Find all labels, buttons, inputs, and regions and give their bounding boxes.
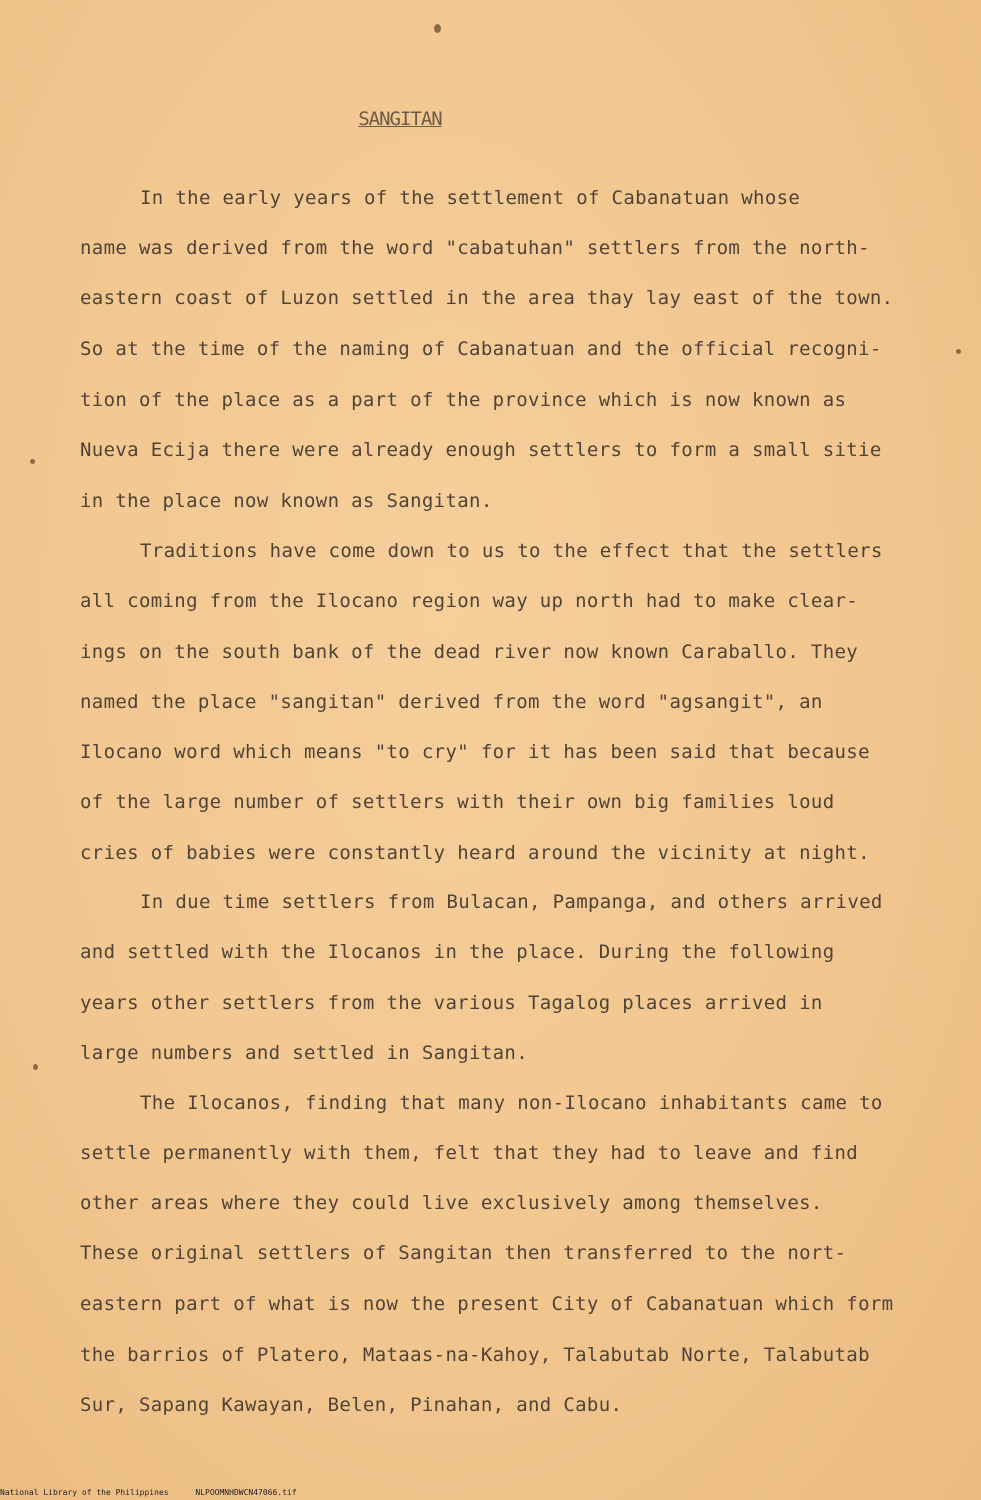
footer-library: National Library of the Philippines [0,1488,169,1497]
paragraph-1-line: eastern coast of Luzon settled in the area thay lay east of the town. [80,287,894,309]
paragraph-2-line: named the place "sangitan" derived from the word "agsangit", an [80,691,823,713]
paragraph-1-line: In the early years of the settlement of Cabanatuan whose [140,187,801,209]
paragraph-3-line: and settled with the Ilocanos in the place. During the following [80,941,835,963]
paragraph-2-line: all coming from the Ilocano region way up north had to make clear- [80,590,859,612]
paragraph-3-line: years other settlers from the various Tagalog places arrived in [80,992,823,1014]
paragraph-2-line: of the large number of settlers with their own big families loud [80,791,835,813]
paragraph-2-line: Ilocano word which means "to cry" for it has been said that because [80,741,870,763]
paper-speck [956,349,961,354]
paragraph-3-line: In due time settlers from Bulacan, Pampanga, and others arrived [140,891,883,913]
paragraph-1-line: Nueva Ecija there were already enough settlers to form a small sitie [80,439,882,461]
paragraph-2-line: Traditions have come down to us to the effect that the settlers [140,540,883,562]
paragraph-4-line: The Ilocanos, finding that many non-Ilocano inhabitants came to [140,1092,883,1114]
paragraph-2-line: cries of babies were constantly heard around the vicinity at night. [80,842,870,864]
paragraph-4-line: eastern part of what is now the present City of Cabanatuan which form [80,1293,894,1315]
page-title: SANGITAN [358,108,442,130]
scan-footer [0,1488,319,1497]
paragraph-1-line: tion of the place as a part of the province which is now known as [80,389,847,411]
paragraph-4-line: settle permanently with them, felt that they had to leave and find [80,1142,859,1164]
paragraph-1-line: in the place now known as Sangitan. [80,490,493,512]
paper-speck [30,459,35,464]
paragraph-4-line: the barrios of Platero, Mataas-na-Kahoy, Talabutab Norte, Talabutab [80,1344,870,1366]
footer-filename: NLPOOMNHDWCN47066.tif [195,1488,297,1497]
paragraph-3-line: large numbers and settled in Sangitan. [80,1042,528,1064]
paragraph-4-line: These original settlers of Sangitan then transferred to the nort- [80,1242,847,1264]
paragraph-4-line: other areas where they could live exclusively among themselves. [80,1192,823,1214]
paper-speck [33,1064,38,1070]
paragraph-2-line: ings on the south bank of the dead river now known Caraballo. They [80,641,859,663]
paragraph-4-line: Sur, Sapang Kawayan, Belen, Pinahan, and Cabu. [80,1394,623,1416]
paragraph-1-line: name was derived from the word "cabatuhan" settlers from the north- [80,237,870,259]
paper-speck [434,24,441,33]
paragraph-1-line: So at the time of the naming of Cabanatuan and the official recogni- [80,338,882,360]
